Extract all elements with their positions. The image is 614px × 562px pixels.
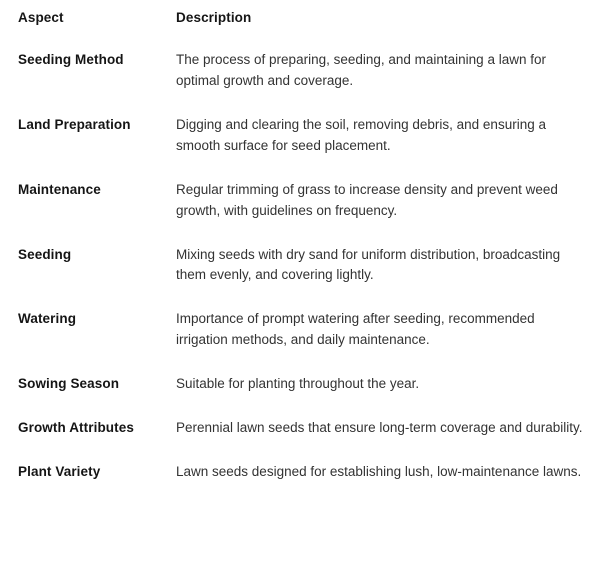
cell-aspect: Growth Attributes [18, 420, 134, 436]
cell-description: Lawn seeds designed for establishing lush, low-maintenance lawns. [176, 464, 582, 480]
cell-aspect: Seeding [18, 246, 72, 262]
table-header-row [0, 0, 614, 39]
cell-aspect: Sowing Season [18, 376, 120, 392]
table-header [0, 0, 614, 39]
column-header-description: Description [176, 10, 252, 25]
cell-description: Mixing seeds with dry sand for uniform distribution, broadcasting them evenly, and covering lightly. [176, 246, 561, 283]
cell-description: Regular trimming of grass to increase density and prevent weed growth, with guidelines on frequency. [176, 181, 558, 218]
table-body [0, 39, 614, 495]
cell-description: Suitable for planting throughout the year. [176, 376, 420, 392]
cell-aspect: Maintenance [18, 181, 101, 197]
table-row [0, 451, 614, 495]
table-row [0, 363, 614, 407]
cell-description: Perennial lawn seeds that ensure long-term coverage and durability. [176, 420, 583, 436]
table-row [0, 104, 614, 169]
table-row [0, 39, 614, 104]
table-row [0, 407, 614, 451]
cell-description: Importance of prompt watering after seeding, recommended irrigation methods, and daily maintenance. [176, 311, 535, 348]
cell-description: Digging and clearing the soil, removing debris, and ensuring a smooth surface for seed placement. [176, 116, 546, 153]
cell-aspect: Plant Variety [18, 464, 101, 480]
cell-aspect: Seeding Method [18, 52, 124, 67]
table-row [0, 298, 614, 363]
cell-aspect: Land Preparation [18, 116, 131, 132]
column-header-aspect: Aspect [18, 10, 64, 25]
cell-aspect: Watering [18, 311, 77, 327]
cell-description: The process of preparing, seeding, and maintaining a lawn for optimal growth and coverage. [176, 52, 546, 88]
table-row [0, 234, 614, 299]
table-row [0, 169, 614, 234]
